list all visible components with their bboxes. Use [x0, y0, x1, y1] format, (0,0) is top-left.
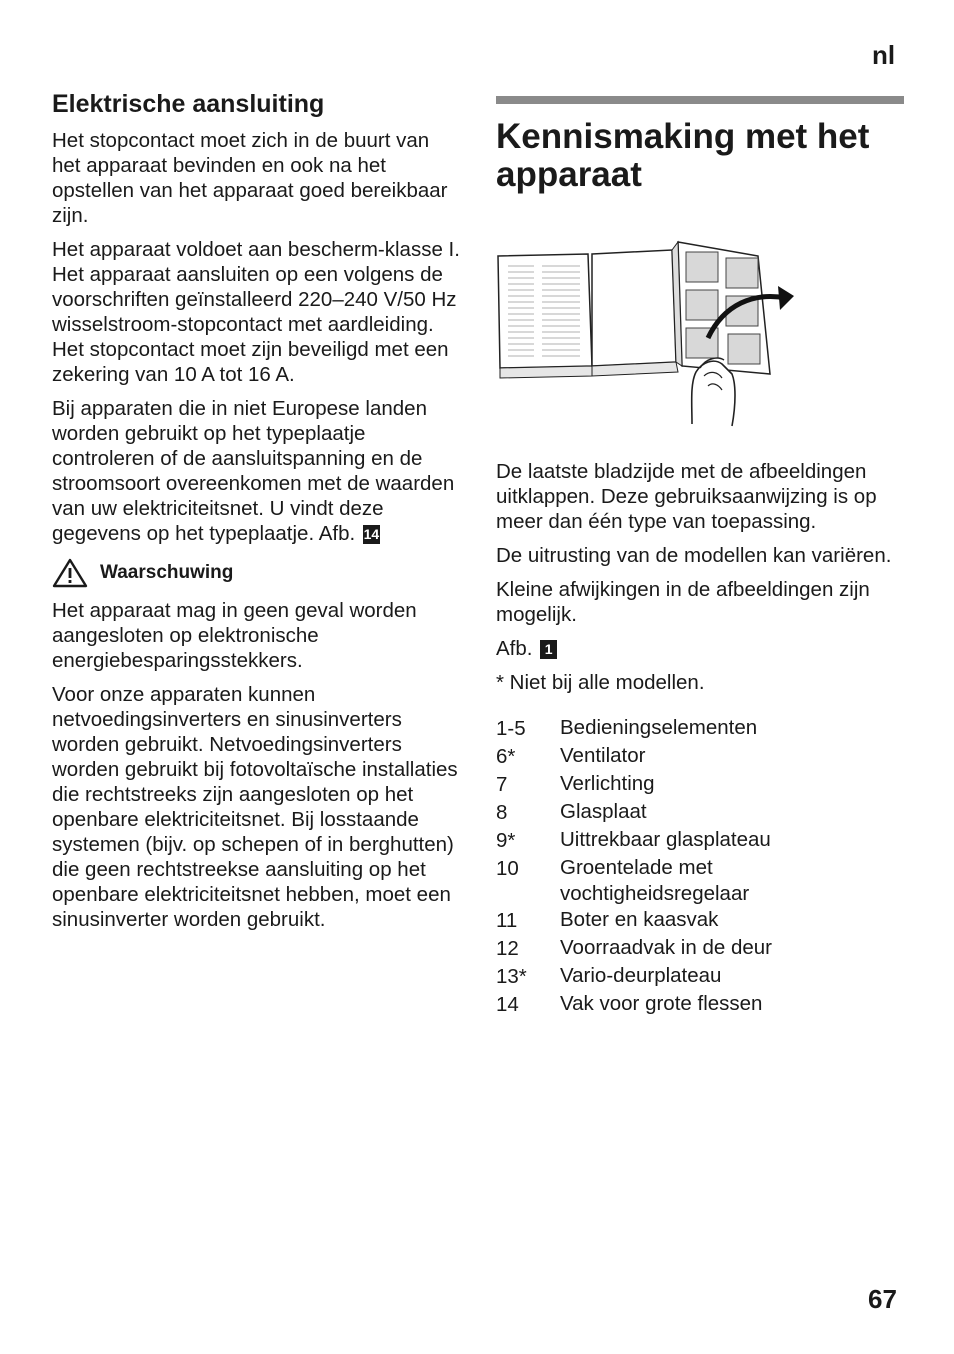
right-column — [496, 96, 904, 1019]
parts-legend — [496, 715, 904, 1019]
fold-out-page-illustration — [496, 234, 806, 434]
legend-item — [496, 991, 904, 1019]
legend-number: 11 — [496, 909, 518, 932]
legend-item — [496, 799, 904, 827]
legend-description: Vak voor grote flessen — [560, 992, 763, 1015]
legend-description: Boter en kaasvak — [560, 908, 719, 931]
left-column — [52, 88, 462, 941]
legend-description: Groentelade met vochtigheidsregelaar — [560, 856, 750, 905]
legend-number: 1-5 — [496, 717, 526, 740]
paragraph-non-eu-text: Bij apparaten die in niet Europese landen worden gebruikt op het typeplaatje controleren of de aansluitspanning en de stroomsoort overeenkomen met de waarden van uw elektriciteitsnet. U vindt deze gegevens op het typeplaatje. Afb. — [52, 397, 455, 545]
legend-number: 14 — [496, 993, 519, 1016]
paragraph-protection-class: Het apparaat voldoet aan bescherm-klasse I. Het apparaat aansluiten op een volgens de voorschriften geïnstalleerd 220–240 V/50 Hz wisselstroom-stopcontact met aardleiding. Het stopcontact moet zijn beveiligd met een zekering van 10 A tot 16 A. — [52, 238, 460, 386]
paragraph-no-energy-saving-plugs: Het apparaat mag in geen geval worden aangesloten op elektronische energiebesparingsstekkers. — [52, 599, 417, 672]
paragraph-inverters: Voor onze apparaten kunnen netvoedingsinverters en sinusinverters worden gebruikt. Netvoedingsinverters worden gebruikt bij fotovoltaïsche installaties die rechtstreeks zijn aangesloten op het openbare elektriciteitsnet. Bij losstaande systemen (bijv. op schepen of in berghutten) die geen rechtstreekse aansluiting op het openbare elektriciteitsnet hebben, moet een sinusinverter worden gebruikt. — [52, 683, 458, 931]
legend-description: Verlichting — [560, 772, 655, 795]
legend-description: Vario-deurplateau — [560, 964, 722, 987]
paragraph-equipment-varies: De uitrusting van de modellen kan variëren. — [496, 544, 892, 567]
section-heading-electrical: Elektrische aansluiting — [52, 90, 325, 118]
footnote-models: * Niet bij alle modellen. — [496, 671, 705, 694]
legend-description: Bedieningselementen — [560, 716, 758, 739]
legend-number: 13* — [496, 965, 527, 988]
legend-description: Ventilator — [560, 744, 646, 767]
warning-icon — [52, 558, 88, 588]
legend-number: 9* — [496, 829, 516, 852]
legend-item — [496, 907, 904, 935]
paragraph-socket-location: Het stopcontact moet zich in de buurt van het apparaat bevinden en ook na het opstellen van het apparaat goed bereikbaar zijn. — [52, 129, 448, 227]
paragraph-unfold-page: De laatste bladzijde met de afbeeldingen uitklappen. Deze gebruiksaanwijzing is op meer dan één type van toepassing. — [496, 460, 877, 533]
figure-ref-14: 14 — [363, 526, 380, 542]
legend-item — [496, 827, 904, 855]
warning-title: Waarschuwing — [100, 562, 234, 583]
legend-number: 6* — [496, 745, 516, 768]
figure-ref-1: 1 — [540, 640, 557, 659]
legend-item — [496, 771, 904, 799]
legend-number: 10 — [496, 857, 519, 880]
section-divider — [496, 96, 904, 104]
legend-item — [496, 855, 904, 907]
legend-number: 12 — [496, 937, 519, 960]
language-code: nl — [872, 40, 896, 70]
legend-description: Glasplaat — [560, 800, 647, 823]
legend-number: 7 — [496, 773, 508, 796]
legend-item — [496, 743, 904, 771]
legend-description: Uittrekbaar glasplateau — [560, 828, 771, 851]
page-title: Kennismaking met het apparaat — [496, 117, 870, 194]
page-number: 67 — [868, 1284, 897, 1314]
figure-reference-line — [496, 636, 904, 661]
legend-description: Voorraadvak in de deur — [560, 936, 772, 959]
paragraph-deviations: Kleine afwijkingen in de afbeeldingen zijn mogelijk. — [496, 578, 870, 626]
warning-header — [52, 558, 462, 588]
legend-number: 8 — [496, 801, 508, 824]
paragraph-non-eu — [52, 396, 462, 546]
afb-label: Afb. — [496, 637, 533, 660]
legend-item — [496, 715, 904, 743]
legend-item — [496, 963, 904, 991]
legend-item — [496, 935, 904, 963]
